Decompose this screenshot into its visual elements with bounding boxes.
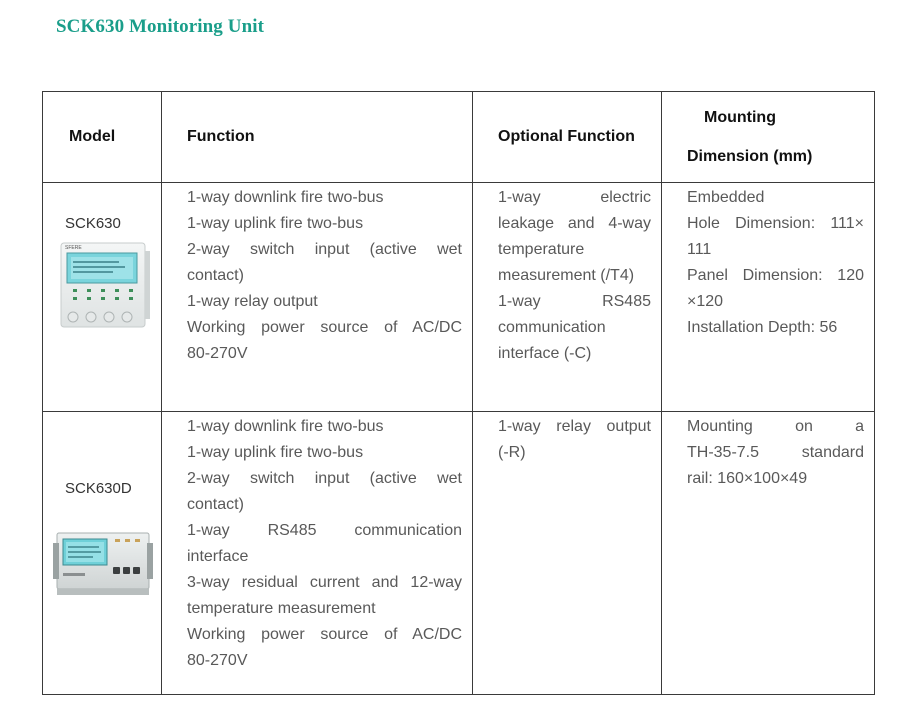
optional-line: communication (498, 319, 606, 337)
function-line: 1-way uplink fire two-bus (187, 215, 364, 233)
function-line: Working power source of AC/DC (187, 625, 462, 643)
table-row (43, 183, 875, 411)
optional-line: 1-way relay output (498, 417, 651, 435)
function-cell (162, 411, 473, 694)
optional-line: 1-way electric (498, 189, 651, 207)
function-line: 1-way downlink fire two-bus (187, 417, 384, 435)
panel-meter-icon (59, 241, 151, 329)
optional-function-cell (473, 411, 662, 694)
function-line: 1-way RS485 communication (187, 521, 462, 539)
model-name: SCK630D (65, 479, 132, 497)
header-mounting-dimension: Mounting Dimension (mm) (662, 92, 875, 183)
header-optional-function: Optional Function (473, 92, 662, 183)
din-rail-unit-icon (53, 527, 153, 599)
function-line: 80-270V (187, 345, 248, 363)
optional-line: temperature (498, 241, 585, 259)
function-line: 2-way switch input (active wet (187, 469, 462, 487)
page-title: SCK630 Monitoring Unit (56, 16, 265, 37)
function-line: 80-270V (187, 651, 248, 669)
optional-line: leakage and 4-way (498, 215, 651, 233)
header-function: Function (162, 92, 473, 183)
mounting-line: Hole Dimension: 111× (687, 215, 864, 233)
mounting-line: Mounting on a (687, 417, 864, 435)
mounting-line: rail: 160×100×49 (687, 469, 808, 487)
mounting-line: ×120 (687, 293, 724, 311)
function-line: contact) (187, 495, 244, 513)
function-line: 3-way residual current and 12-way (187, 573, 462, 591)
mounting-line: 111 (687, 241, 712, 259)
header-model: Model (43, 92, 162, 183)
function-line: 1-way uplink fire two-bus (187, 443, 364, 461)
function-line: 1-way relay output (187, 293, 318, 311)
function-line: Working power source of AC/DC (187, 319, 462, 337)
model-cell (43, 183, 162, 411)
mounting-cell (662, 411, 875, 694)
spec-table (42, 91, 875, 695)
mounting-line: Panel Dimension: 120 (687, 267, 864, 285)
function-line: temperature measurement (187, 599, 376, 617)
function-line: interface (187, 547, 249, 565)
model-name: SCK630 (65, 215, 121, 233)
mounting-line: Installation Depth: 56 (687, 319, 838, 337)
mounting-cell (662, 183, 875, 411)
optional-line: 1-way RS485 (498, 293, 651, 311)
optional-line: measurement (/T4) (498, 267, 635, 285)
optional-line: (-R) (498, 443, 526, 461)
svg-text:SFERE: SFERE (65, 245, 82, 252)
model-cell (43, 411, 162, 694)
mounting-line: Embedded (687, 189, 765, 207)
optional-function-cell (473, 183, 662, 411)
function-cell (162, 183, 473, 411)
optional-line: interface (-C) (498, 345, 592, 363)
mounting-line: TH-35-7.5 standard (687, 443, 864, 461)
table-row (43, 411, 875, 694)
function-line: 2-way switch input (active wet (187, 241, 462, 259)
function-line: contact) (187, 267, 244, 285)
table-header-row (43, 92, 875, 183)
function-line: 1-way downlink fire two-bus (187, 189, 384, 207)
